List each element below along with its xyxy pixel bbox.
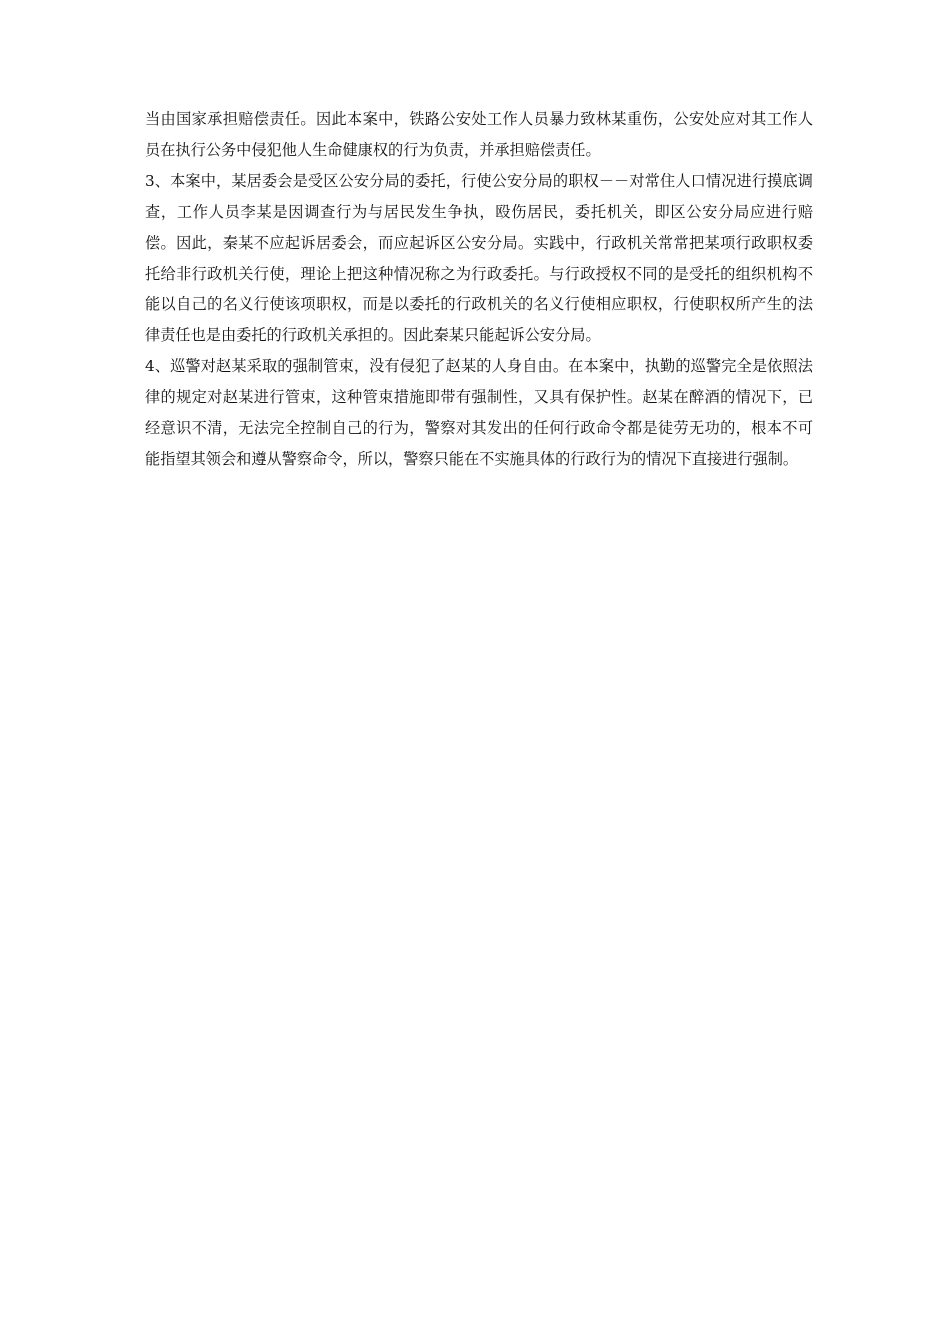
paragraph-answer-3: 3、本案中，某居委会是受区公安分局的委托，行使公安分局的职权－－对常住人口情况进行摸底调查，工作人员李某是因调查行为与居民发生争执，殴伤居民，委托机关，即区公安分局应进行赔偿。因此，秦某不应起诉居委会，而应起诉区公安分局。实践中，行政机关常常把某项行政职权委托给非行政机关行使，理论上把这种情况称之为行政委托。与行政授权不同的是受托的组织机构不能以自己的名义行使该项职权，而是以委托的行政机关的名义行使相应职权，行使职权所产生的法律责任也是由委托的行政机关承担的。因此秦某只能起诉公安分局。 bbox=[145, 171, 813, 345]
paragraph-continued-answer: 当由国家承担赔偿责任。因此本案中，铁路公安处工作人员暴力致林某重伤，公安处应对其工作人员在执行公务中侵犯他人生命健康权的行为负责，并承担赔偿责任。 bbox=[145, 110, 813, 159]
document-body bbox=[145, 104, 813, 475]
paragraph-answer-4: 4、巡警对赵某采取的强制管束，没有侵犯了赵某的人身自由。在本案中，执勤的巡警完全是依照法律的规定对赵某进行管束，这种管束措施即带有强制性，又具有保护性。赵某在醉酒的情况下，已经意识不清，无法完全控制自己的行为，警察对其发出的任何行政命令都是徒劳无功的，根本不可能指望其领会和遵从警察命令，所以，警察只能在不实施具体的行政行为的情况下直接进行强制。 bbox=[145, 357, 813, 468]
